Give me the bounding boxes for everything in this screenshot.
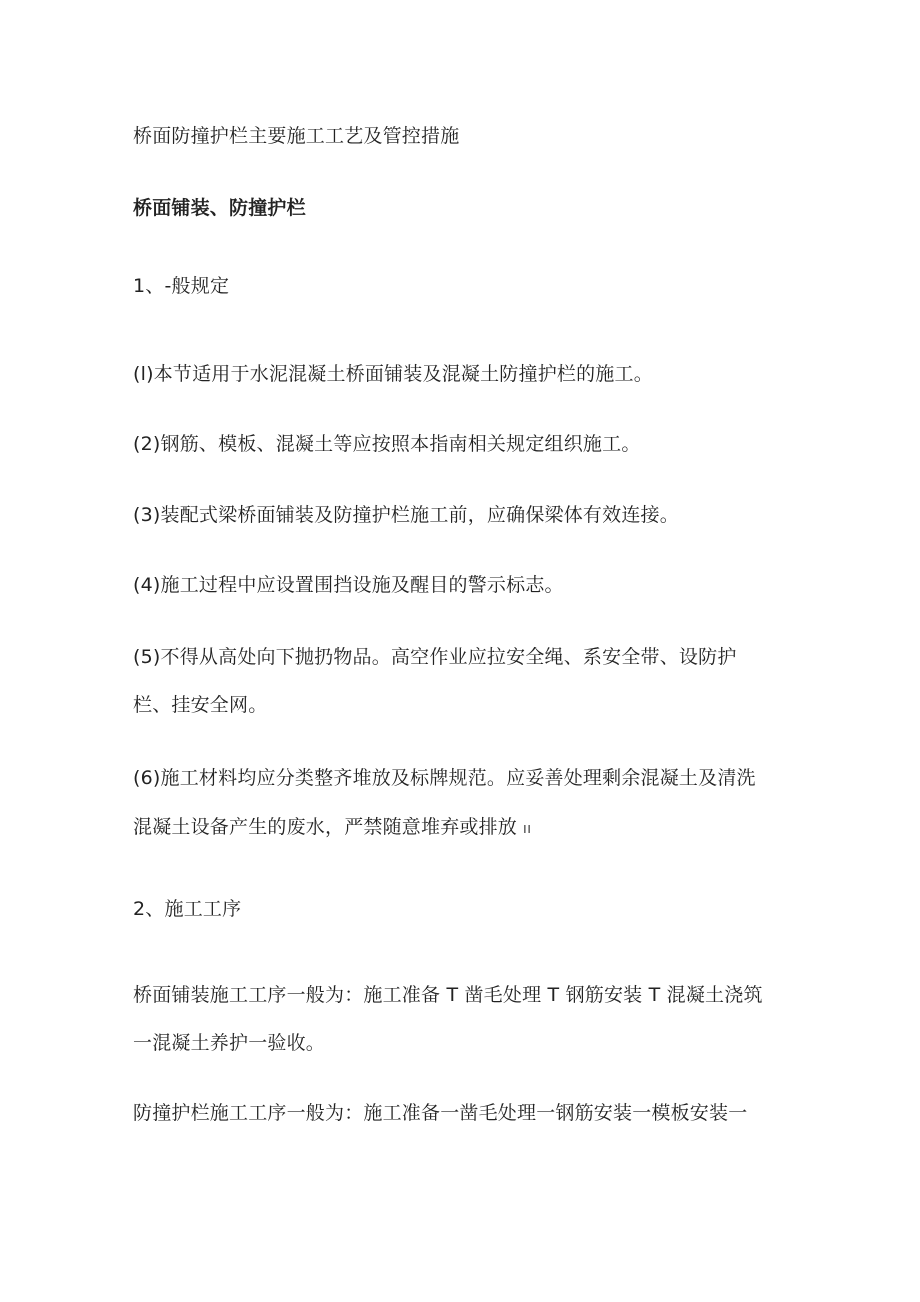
process-deck-line-1: 桥面铺装施工工序一般为：施工准备 T 凿毛处理 T 钢筋安装 T 混凝土浇筑 [133,984,763,1006]
document-title: 桥面防撞护栏主要施工工艺及管控措施 [133,125,460,147]
rule-6-line-1: (6)施工材料均应分类整齐堆放及标牌规范。应妥善处理剩余混凝土及清洗 [133,767,756,789]
rule-1: (l)本节适用于水泥混凝土桥面铺装及混凝土防撞护栏的施工。 [133,363,653,385]
rule-3: (3)装配式梁桥面铺装及防撞护栏施工前，应确保梁体有效连接。 [133,504,679,526]
rule-6-line-2-text: 混凝土设备产生的废水，严禁随意堆弃或排放 [133,816,518,838]
subsection-heading-general-rules: 1、-般规定 [133,275,230,297]
rule-5-line-2: 栏、挂安全网。 [133,694,268,716]
rule-2: (2)钢筋、模板、混凝土等应按照本指南相关规定组织施工。 [133,433,641,455]
section-heading: 桥面铺装、防撞护栏 [133,197,306,219]
rule-4: (4)施工过程中应设置围挡设施及醒目的警示标志。 [133,574,564,596]
rule-6-line-2 [133,815,532,842]
rule-6-mark: II [523,823,532,836]
rule-5-line-1: (5)不得从高处向下抛扔物品。高空作业应拉安全绳、系安全带、设防护 [133,646,737,668]
subsection-heading-process: 2、施工工序 [133,898,242,920]
process-deck-line-2: 一混凝土养护一验收。 [133,1032,326,1054]
process-barrier-line-1: 防撞护栏施工工序一般为：施工准备一凿毛处理一钢筋安装一模板安装一 [133,1102,748,1124]
